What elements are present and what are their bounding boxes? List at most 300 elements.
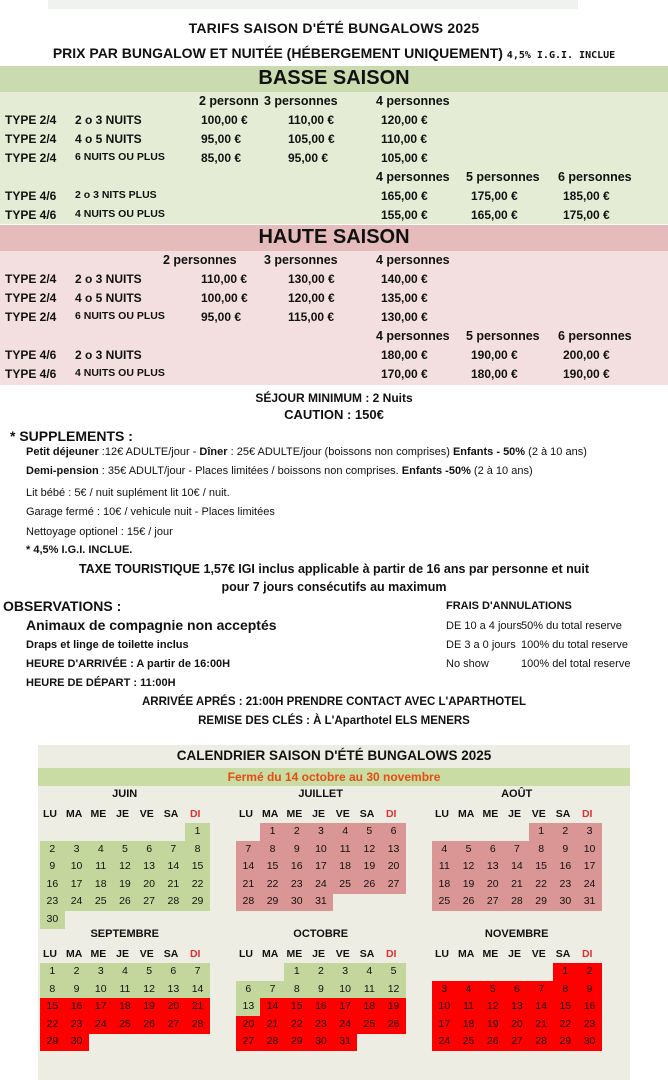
calendar-day: 21 <box>185 998 210 1016</box>
frais-amount: 100% del total reserve <box>521 658 631 670</box>
calendar-day: 15 <box>529 858 554 876</box>
calendar-day: 17 <box>333 998 358 1016</box>
supplement-nettoyage: Nettoyage optionel : 15€ / jour <box>26 526 173 538</box>
price-value: 130,00 € <box>381 310 428 324</box>
weekday-label: SA <box>555 808 571 820</box>
arrivee-apres: ARRIVÉE APRÉS : 21:00H PRENDRE CONTACT AVEC L'APARTHOTEL <box>142 696 526 708</box>
calendar-day: 13 <box>381 841 406 859</box>
calendar-day: 28 <box>185 1016 210 1034</box>
calendar-day: 7 <box>161 841 186 859</box>
calendar-day: 6 <box>161 963 186 981</box>
page-subtitle <box>0 45 668 61</box>
price-value: 200,00 € <box>563 348 610 362</box>
price-value: 190,00 € <box>563 367 610 381</box>
calendar-day: 10 <box>432 998 457 1016</box>
weekday-label: JE <box>116 808 130 820</box>
calendar-day: 7 <box>260 981 285 999</box>
price-value: 95,00 € <box>201 310 242 324</box>
calendar-day: 17 <box>309 858 334 876</box>
frais-period: No show <box>446 658 489 670</box>
calendar-day: 14 <box>161 858 186 876</box>
price-value: 135,00 € <box>381 291 428 305</box>
calendar-day: 19 <box>113 876 138 894</box>
frais-title: FRAIS D'ANNULATIONS <box>446 600 572 612</box>
calendar-day: 22 <box>284 1016 309 1034</box>
calendar-day: 16 <box>40 876 65 894</box>
calendar-day: 27 <box>480 893 505 911</box>
price-header: 6 personnes <box>558 170 632 184</box>
month-name: SEPTEMBRE <box>90 928 159 940</box>
calendar-day: 7 <box>236 841 261 859</box>
dp-text: : 35€ ADULT/jour - Places limitées / boissons non comprises. <box>98 465 402 477</box>
calendar-day: 13 <box>505 998 530 1016</box>
calendar-day: 17 <box>64 876 89 894</box>
calendar-day: 2 <box>309 963 334 981</box>
price-value: 85,00 € <box>201 151 242 165</box>
room-type: TYPE 2/4 <box>5 291 57 305</box>
weekday-label: ME <box>286 808 303 820</box>
calendar-day: 25 <box>456 1033 481 1051</box>
calendar-day: 9 <box>40 858 65 876</box>
weekday-label: ME <box>90 948 107 960</box>
calendar-day: 3 <box>577 823 602 841</box>
calendar-day: 29 <box>529 893 554 911</box>
weekday-label: SA <box>359 948 375 960</box>
haute-saison-title: HAUTE SAISON <box>258 226 410 248</box>
price-header: 4 personnes <box>376 94 450 108</box>
remise-cles: REMISE DES CLÉS : À L'Aparthotel ELS MENERS <box>198 715 470 727</box>
calendar-day: 24 <box>64 893 89 911</box>
price-value: 105,00 € <box>288 132 335 146</box>
calendar-day: 31 <box>309 893 334 911</box>
calendar-day: 13 <box>137 858 162 876</box>
calendar-day: 19 <box>357 858 382 876</box>
price-value: 185,00 € <box>563 189 610 203</box>
stay-length: 4 NUITS OU PLUS <box>75 367 165 379</box>
calendar-day: 23 <box>284 876 309 894</box>
calendar-closed-notice: Fermé du 14 octobre au 30 novembre <box>38 768 630 786</box>
observation-draps: Draps et linge de toilette inclus <box>26 639 189 651</box>
month-name: NOVEMBRE <box>484 928 549 940</box>
calendar-day: 23 <box>64 1016 89 1034</box>
calendar-day: 15 <box>40 998 65 1016</box>
price-header: 3 personnes <box>264 94 338 108</box>
calendar-day: 4 <box>333 823 358 841</box>
calendar-day: 14 <box>185 981 210 999</box>
price-value: 155,00 € <box>381 208 428 222</box>
calendar-day: 2 <box>64 963 89 981</box>
price-value: 180,00 € <box>381 348 428 362</box>
supplements-title: * SUPPLEMENTS : <box>10 428 133 444</box>
calendar-day: 4 <box>432 841 457 859</box>
room-type: TYPE 4/6 <box>5 348 57 362</box>
calendar-day: 18 <box>432 876 457 894</box>
weekday-label: ME <box>482 948 499 960</box>
supplement-lit-bebe: Lit bébé : 5€ / nuit suplément lit 10€ / nuit. <box>26 487 230 499</box>
calendar-day: 5 <box>456 841 481 859</box>
calendar-day: 6 <box>480 841 505 859</box>
calendar-day: 29 <box>284 1033 309 1051</box>
calendar-day: 12 <box>113 858 138 876</box>
observations-title: OBSERVATIONS : <box>3 598 122 614</box>
calendar-day: 4 <box>456 981 481 999</box>
calendar-day: 27 <box>236 1033 261 1051</box>
calendar-day: 25 <box>432 893 457 911</box>
room-type: TYPE 2/4 <box>5 272 57 286</box>
price-value: 140,00 € <box>381 272 428 286</box>
supplement-petit-dejeuner <box>26 446 587 458</box>
diner-text: : 25€ ADULTE/jour (boissons non comprises) <box>227 446 453 458</box>
calendar-day: 23 <box>577 1016 602 1034</box>
weekday-label: JE <box>116 948 130 960</box>
weekday-label: MA <box>458 808 475 820</box>
subtitle-text: PRIX PAR BUNGALOW ET NUITÉE (HÉBERGEMENT UNIQUEMENT) <box>52 45 503 61</box>
calendar-day: 27 <box>137 893 162 911</box>
calendar-day: 28 <box>260 1033 285 1051</box>
price-header: 2 personnes <box>163 253 237 267</box>
stay-length: 4 NUITS OU PLUS <box>75 208 165 220</box>
calendar-day: 18 <box>456 1016 481 1034</box>
calendar-day: 3 <box>64 841 89 859</box>
weekday-label: JE <box>312 808 326 820</box>
calendar-day: 3 <box>88 963 113 981</box>
calendar-day: 19 <box>456 876 481 894</box>
price-value: 95,00 € <box>288 151 329 165</box>
calendar-day: 17 <box>432 1016 457 1034</box>
calendar-day: 6 <box>381 823 406 841</box>
calendar-day: 16 <box>577 998 602 1016</box>
calendar-day: 30 <box>577 1033 602 1051</box>
weekday-label: MA <box>262 808 279 820</box>
calendar-day: 4 <box>357 963 382 981</box>
calendar-day: 20 <box>505 1016 530 1034</box>
calendar-day: 21 <box>236 876 261 894</box>
calendar-day: 19 <box>480 1016 505 1034</box>
calendar-day: 5 <box>137 963 162 981</box>
calendar-day: 11 <box>113 981 138 999</box>
calendar-day: 30 <box>64 1033 89 1051</box>
calendar-day: 7 <box>185 963 210 981</box>
calendar-day: 21 <box>260 1016 285 1034</box>
diner-label: Dîner <box>199 446 228 458</box>
weekday-label: ME <box>90 808 107 820</box>
weekday-label: JE <box>508 948 522 960</box>
calendar-day: 25 <box>88 893 113 911</box>
calendar-day: 20 <box>161 998 186 1016</box>
calendar-day: 26 <box>137 1016 162 1034</box>
calendar-day: 24 <box>577 876 602 894</box>
calendar-day: 22 <box>260 876 285 894</box>
calendar-day: 28 <box>529 1033 554 1051</box>
price-value: 165,00 € <box>381 189 428 203</box>
month-name: AOÛT <box>501 788 533 800</box>
calendar-day: 6 <box>505 981 530 999</box>
weekday-label: MA <box>458 948 475 960</box>
weekday-label: LU <box>435 948 449 960</box>
weekday-label: SA <box>555 948 571 960</box>
calendar-day: 14 <box>529 998 554 1016</box>
price-value: 190,00 € <box>471 348 518 362</box>
calendar-day: 7 <box>505 841 530 859</box>
calendar-day: 8 <box>260 841 285 859</box>
calendar-day: 1 <box>185 823 210 841</box>
calendar-day: 10 <box>309 841 334 859</box>
calendar-day: 8 <box>529 841 554 859</box>
calendar-day: 5 <box>480 981 505 999</box>
calendar-day: 25 <box>357 1016 382 1034</box>
supplement-garage: Garage fermé : 10€ / vehicule nuit - Places limitées <box>26 506 275 518</box>
stay-length: 2 o 3 NITS PLUS <box>75 189 157 201</box>
weekday-label: MA <box>66 808 83 820</box>
calendar-title: CALENDRIER SAISON D'ÉTÉ BUNGALOWS 2025 <box>176 748 492 763</box>
price-value: 110,00 € <box>381 132 428 146</box>
supplement-igi: * 4,5% I.G.I. INCLUE. <box>26 544 133 556</box>
calendar-day: 1 <box>553 963 578 981</box>
calendar-day: 15 <box>260 858 285 876</box>
page-title: TARIFS SAISON D'ÉTÉ BUNGALOWS 2025 <box>188 20 480 36</box>
calendar-day: 14 <box>260 998 285 1016</box>
weekday-label: DI <box>581 948 593 960</box>
calendar-day: 4 <box>113 963 138 981</box>
sejour-minimum: SÉJOUR MINIMUM : 2 Nuits <box>255 391 413 405</box>
calendar-day: 24 <box>88 1016 113 1034</box>
calendar-day: 26 <box>456 893 481 911</box>
observation-depart: HEURE DE DÉPART : 11:00H <box>26 677 176 689</box>
calendar-day: 23 <box>309 1016 334 1034</box>
price-value: 130,00 € <box>288 272 335 286</box>
calendar-day: 1 <box>284 963 309 981</box>
stay-length: 4 o 5 NUITS <box>75 132 142 146</box>
calendar-day: 5 <box>381 963 406 981</box>
weekday-label: DI <box>189 808 201 820</box>
price-header: 4 personnes <box>376 253 450 267</box>
calendar-day: 24 <box>309 876 334 894</box>
enfants2-label: Enfants -50% <box>401 465 471 477</box>
frais-amount: 100% du total reserve <box>521 639 629 651</box>
calendar-day: 11 <box>432 858 457 876</box>
taxe-line-1: TAXE TOURISTIQUE 1,57€ IGI inclus applicable à partir de 16 ans par personne et nuit <box>78 562 590 576</box>
weekday-label: SA <box>163 808 179 820</box>
calendar-day: 10 <box>577 841 602 859</box>
room-type: TYPE 2/4 <box>5 132 57 146</box>
calendar-day: 21 <box>505 876 530 894</box>
calendar-day: 16 <box>64 998 89 1016</box>
calendar-day: 22 <box>40 1016 65 1034</box>
room-type: TYPE 4/6 <box>5 367 57 381</box>
calendar-day: 23 <box>553 876 578 894</box>
calendar-day: 12 <box>381 981 406 999</box>
calendar-day: 12 <box>137 981 162 999</box>
calendar-day: 12 <box>480 998 505 1016</box>
price-value: 175,00 € <box>563 208 610 222</box>
calendar-day: 6 <box>137 841 162 859</box>
price-header: 4 personnes <box>376 329 450 343</box>
calendar-day: 1 <box>529 823 554 841</box>
calendar-day: 30 <box>553 893 578 911</box>
weekday-label: VE <box>139 808 154 820</box>
price-value: 120,00 € <box>381 113 428 127</box>
price-value: 165,00 € <box>471 208 518 222</box>
price-value: 95,00 € <box>201 132 242 146</box>
calendar-day: 16 <box>309 998 334 1016</box>
caution: CAUTION : 150€ <box>284 407 384 422</box>
calendar-day: 26 <box>113 893 138 911</box>
calendar-day: 28 <box>161 893 186 911</box>
dp-label: Demi-pension <box>26 465 99 477</box>
observation-animaux: Animaux de compagnie non acceptés <box>26 617 277 633</box>
stay-length: 4 o 5 NUITS <box>75 291 142 305</box>
calendar-day: 16 <box>284 858 309 876</box>
weekday-label: JE <box>508 808 522 820</box>
calendar-day: 2 <box>553 823 578 841</box>
supplement-demi-pension <box>26 465 533 477</box>
month-name: JUIN <box>112 788 138 800</box>
calendar-day: 17 <box>577 858 602 876</box>
calendar-day: 31 <box>577 893 602 911</box>
calendar-day: 9 <box>309 981 334 999</box>
calendar-day: 3 <box>333 963 358 981</box>
calendar-day: 31 <box>333 1033 358 1051</box>
price-value: 110,00 € <box>288 113 335 127</box>
weekday-label: DI <box>385 948 397 960</box>
pdj-label: Petit déjeuner <box>26 446 99 458</box>
calendar-day: 27 <box>505 1033 530 1051</box>
calendar-day: 18 <box>88 876 113 894</box>
calendar-day: 13 <box>161 981 186 999</box>
weekday-label: SA <box>359 808 375 820</box>
calendar-day: 10 <box>64 858 89 876</box>
enfants-text: (2 à 10 ans) <box>525 446 587 458</box>
calendar-day: 17 <box>88 998 113 1016</box>
price-value: 175,00 € <box>471 189 518 203</box>
calendar-day: 2 <box>40 841 65 859</box>
calendar-day: 10 <box>88 981 113 999</box>
price-header: 2 personn <box>199 94 259 108</box>
calendar-day: 15 <box>284 998 309 1016</box>
top-strip <box>48 0 578 9</box>
enfants2-text: (2 à 10 ans) <box>470 465 533 477</box>
calendar-day: 13 <box>480 858 505 876</box>
calendar-day: 3 <box>309 823 334 841</box>
room-type: TYPE 4/6 <box>5 189 57 203</box>
calendar-day: 11 <box>456 998 481 1016</box>
price-value: 170,00 € <box>381 367 428 381</box>
calendar-day: 20 <box>137 876 162 894</box>
stay-length: 2 o 3 NUITS <box>75 113 142 127</box>
taxe-line-2: pour 7 jours consécutifs au maximum <box>221 580 447 594</box>
weekday-label: DI <box>581 808 593 820</box>
calendar-day: 7 <box>529 981 554 999</box>
price-value: 100,00 € <box>201 113 248 127</box>
calendar-day: 26 <box>480 1033 505 1051</box>
calendar-day: 19 <box>381 998 406 1016</box>
room-type: TYPE 2/4 <box>5 151 57 165</box>
calendar-day: 4 <box>88 841 113 859</box>
calendar-day: 15 <box>185 858 210 876</box>
calendar-day: 9 <box>577 981 602 999</box>
calendar-day: 22 <box>553 1016 578 1034</box>
calendar-day: 21 <box>529 1016 554 1034</box>
weekday-label: ME <box>286 948 303 960</box>
price-header: 3 personnes <box>264 253 338 267</box>
stay-length: 2 o 3 NUITS <box>75 272 142 286</box>
calendar-day: 15 <box>553 998 578 1016</box>
weekday-label: LU <box>435 808 449 820</box>
calendar-day: 11 <box>88 858 113 876</box>
calendar-day: 25 <box>333 876 358 894</box>
calendar-day: 25 <box>113 1016 138 1034</box>
price-value: 180,00 € <box>471 367 518 381</box>
calendar-day: 2 <box>284 823 309 841</box>
weekday-label: MA <box>262 948 279 960</box>
price-header: 4 personnes <box>376 170 450 184</box>
calendar-day: 21 <box>161 876 186 894</box>
calendar-day: 18 <box>113 998 138 1016</box>
weekday-label: VE <box>139 948 154 960</box>
frais-amount: 50% du total reserve <box>521 620 622 632</box>
calendar-day: 8 <box>40 981 65 999</box>
room-type: TYPE 2/4 <box>5 310 57 324</box>
room-type: TYPE 4/6 <box>5 208 57 222</box>
enfants-label: Enfants - 50% <box>452 446 526 458</box>
calendar-day: 28 <box>505 893 530 911</box>
calendar-day: 10 <box>333 981 358 999</box>
calendar-day: 20 <box>236 1016 261 1034</box>
calendar-day: 5 <box>113 841 138 859</box>
month-name: OCTOBRE <box>293 928 349 940</box>
calendar-day: 9 <box>64 981 89 999</box>
weekday-label: LU <box>239 948 253 960</box>
weekday-label: LU <box>43 808 57 820</box>
frais-period: DE 3 a 0 jours <box>446 639 516 651</box>
weekday-label: JE <box>312 948 326 960</box>
calendar-day: 2 <box>577 963 602 981</box>
calendar-day: 20 <box>480 876 505 894</box>
calendar-day: 1 <box>40 963 65 981</box>
weekday-label: ME <box>482 808 499 820</box>
calendar-day: 14 <box>505 858 530 876</box>
calendar-day: 27 <box>381 876 406 894</box>
calendar-day: 12 <box>456 858 481 876</box>
weekday-label: VE <box>335 948 350 960</box>
calendar-day: 18 <box>333 858 358 876</box>
calendar-day: 8 <box>284 981 309 999</box>
weekday-label: VE <box>335 808 350 820</box>
weekday-label: DI <box>385 808 397 820</box>
stay-length: 6 NUITS OU PLUS <box>75 151 165 163</box>
calendar-day: 22 <box>529 876 554 894</box>
calendar-day: 16 <box>553 858 578 876</box>
room-type: TYPE 2/4 <box>5 113 57 127</box>
month-name: JUILLET <box>298 788 343 800</box>
calendar-day: 30 <box>309 1033 334 1051</box>
calendar-day: 3 <box>432 981 457 999</box>
price-header: 5 personnes <box>466 329 540 343</box>
price-value: 110,00 € <box>201 272 248 286</box>
basse-saison-title: BASSE SAISON <box>258 67 410 89</box>
weekday-label: SA <box>163 948 179 960</box>
calendar-day: 8 <box>553 981 578 999</box>
calendar-day: 8 <box>185 841 210 859</box>
calendar-day: 1 <box>260 823 285 841</box>
calendar-day: 11 <box>357 981 382 999</box>
price-value: 105,00 € <box>381 151 428 165</box>
weekday-label: LU <box>43 948 57 960</box>
calendar-day: 28 <box>236 893 261 911</box>
price-header: 6 personnes <box>558 329 632 343</box>
calendar-day: 26 <box>381 1016 406 1034</box>
price-value: 115,00 € <box>288 310 335 324</box>
